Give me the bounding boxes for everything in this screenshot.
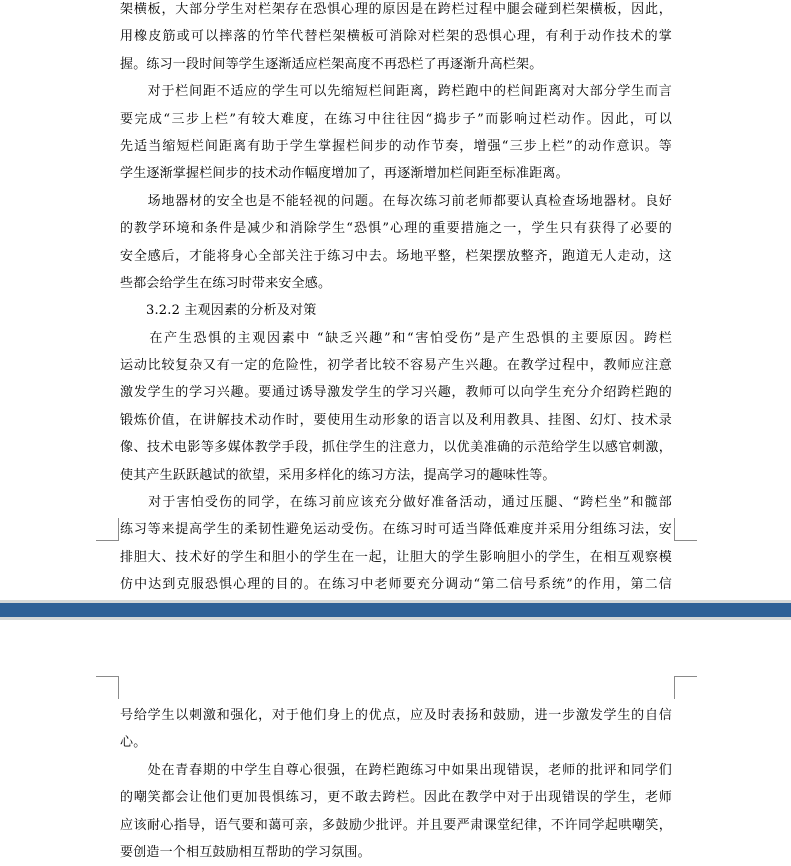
text-line: 排胆大、技术好的学生和胆小的学生在一起，让胆大的学生影响胆小的学生，在相互观察模 xyxy=(120,549,672,565)
text-line: 学生逐渐掌握栏间步的技术动作幅度增加了，再逐渐增加栏间距至标准距离。 xyxy=(120,166,569,182)
document-page-2 xyxy=(0,620,791,860)
text-line: 架横板，大部分学生对栏架存在恐惧心理的原因是在跨栏过程中腿会碰到栏架横板，因此， xyxy=(120,2,672,17)
text-line: 激发学生的学习兴趣。要通过诱导激发学生的学习兴趣，教师可以向学生充分介绍跨栏跑的 xyxy=(120,385,672,401)
crop-mark-top-right xyxy=(674,676,697,699)
text-line: 仿中达到克服恐惧心理的目的。在练习中老师要充分调动“第二信号系统”的作用，第二信 xyxy=(120,577,672,593)
text-line: 的教学环境和条件是减少和消除学生“恐惧”心理的重要措施之一，学生只有获得了必要的 xyxy=(120,221,672,237)
text-line: 处在青春期的中学生自尊心很强，在跨栏跑练习中如果出现错误，老师的批评和同学们 xyxy=(120,762,672,778)
crop-mark-bottom-right xyxy=(674,518,697,541)
text-line: 对于害怕受伤的同学，在练习前应该充分做好准备活动，通过压腿、“跨栏坐”和髋部 xyxy=(120,495,672,511)
text-line: 对于栏间距不适应的学生可以先缩短栏间距离，跨栏跑中的栏间距离对大部分学生而言 xyxy=(120,84,672,100)
text-line: 在产生恐惧的主观因素中 “缺乏兴趣”和“害怕受伤”是产生恐惧的主要原因。跨栏 xyxy=(120,330,672,346)
text-line: 运动比较复杂又有一定的危险性，初学者比较不容易产生兴趣。在教学过程中，教师应注意 xyxy=(120,358,672,374)
text-line: 要创造一个相互鼓励相互帮助的学习氛围。 xyxy=(120,844,371,860)
text-line: 心。 xyxy=(120,735,147,751)
section-heading: 3.2.2 主观因素的分析及对策 xyxy=(146,303,317,319)
text-line: 用橡皮筋或可以摔落的竹竿代替栏架横板可消除对栏架的恐惧心理，有利于动作技术的掌 xyxy=(120,29,672,45)
text-line: 场地器材的安全也是不能轻视的问题。在每次练习前老师都要认真检查场地器材。良好 xyxy=(120,193,672,209)
text-line: 安全感后，才能将身心全部关注于练习中去。场地平整，栏架摆放整齐，跑道无人走动，这 xyxy=(120,248,672,264)
text-line: 使其产生跃跃越试的欲望，采用多样化的练习方法，提高学习的趣味性等。 xyxy=(120,467,556,483)
text-line: 应该耐心指导，语气要和蔼可亲，多鼓励少批评。并且要严肃课堂纪律，不许同学起哄嘲笑， xyxy=(120,817,672,833)
text-line: 握。练习一段时间等学生逐渐适应栏架高度不再恐栏了再逐渐升高栏架。 xyxy=(120,56,543,72)
text-line: 练习等来提高学生的柔韧性避免运动受伤。在练习时可适当降低难度并采用分组练习法，安 xyxy=(120,522,672,538)
crop-mark-bottom-left xyxy=(96,518,119,541)
page-separator-band xyxy=(0,603,791,617)
text-line: 要完成“三步上栏”有较大难度，在练习中往往因“捣步子”而影响过栏动作。因此，可以 xyxy=(120,111,672,127)
page-2-body-text xyxy=(120,702,672,866)
text-line: 号给学生以刺激和强化，对于他们身上的优点，应及时表扬和鼓励，进一步激发学生的自信 xyxy=(120,708,672,723)
text-line: 的嘲笑都会让他们更加畏惧练习，更不敢去跨栏。因此在教学中对于出现错误的学生，老师 xyxy=(120,790,672,806)
page-1-body-text xyxy=(120,0,672,681)
text-line: 像、技术电影等多媒体教学手段，抓住学生的注意力，以优美准确的示范给学生以感官刺激， xyxy=(120,440,672,456)
crop-mark-top-left xyxy=(96,676,119,699)
text-line: 些都会给学生在练习时带来安全感。 xyxy=(120,275,332,291)
text-line: 锻炼价值，在讲解技术动作时，要使用生动形象的语言以及利用教具、挂图、幻灯、技术录 xyxy=(120,412,672,428)
text-line: 先适当缩短栏间距离有助于学生掌握栏间步的动作节奏，增强“三步上栏”的动作意识。等 xyxy=(120,138,672,154)
page-break-gap xyxy=(0,600,791,620)
